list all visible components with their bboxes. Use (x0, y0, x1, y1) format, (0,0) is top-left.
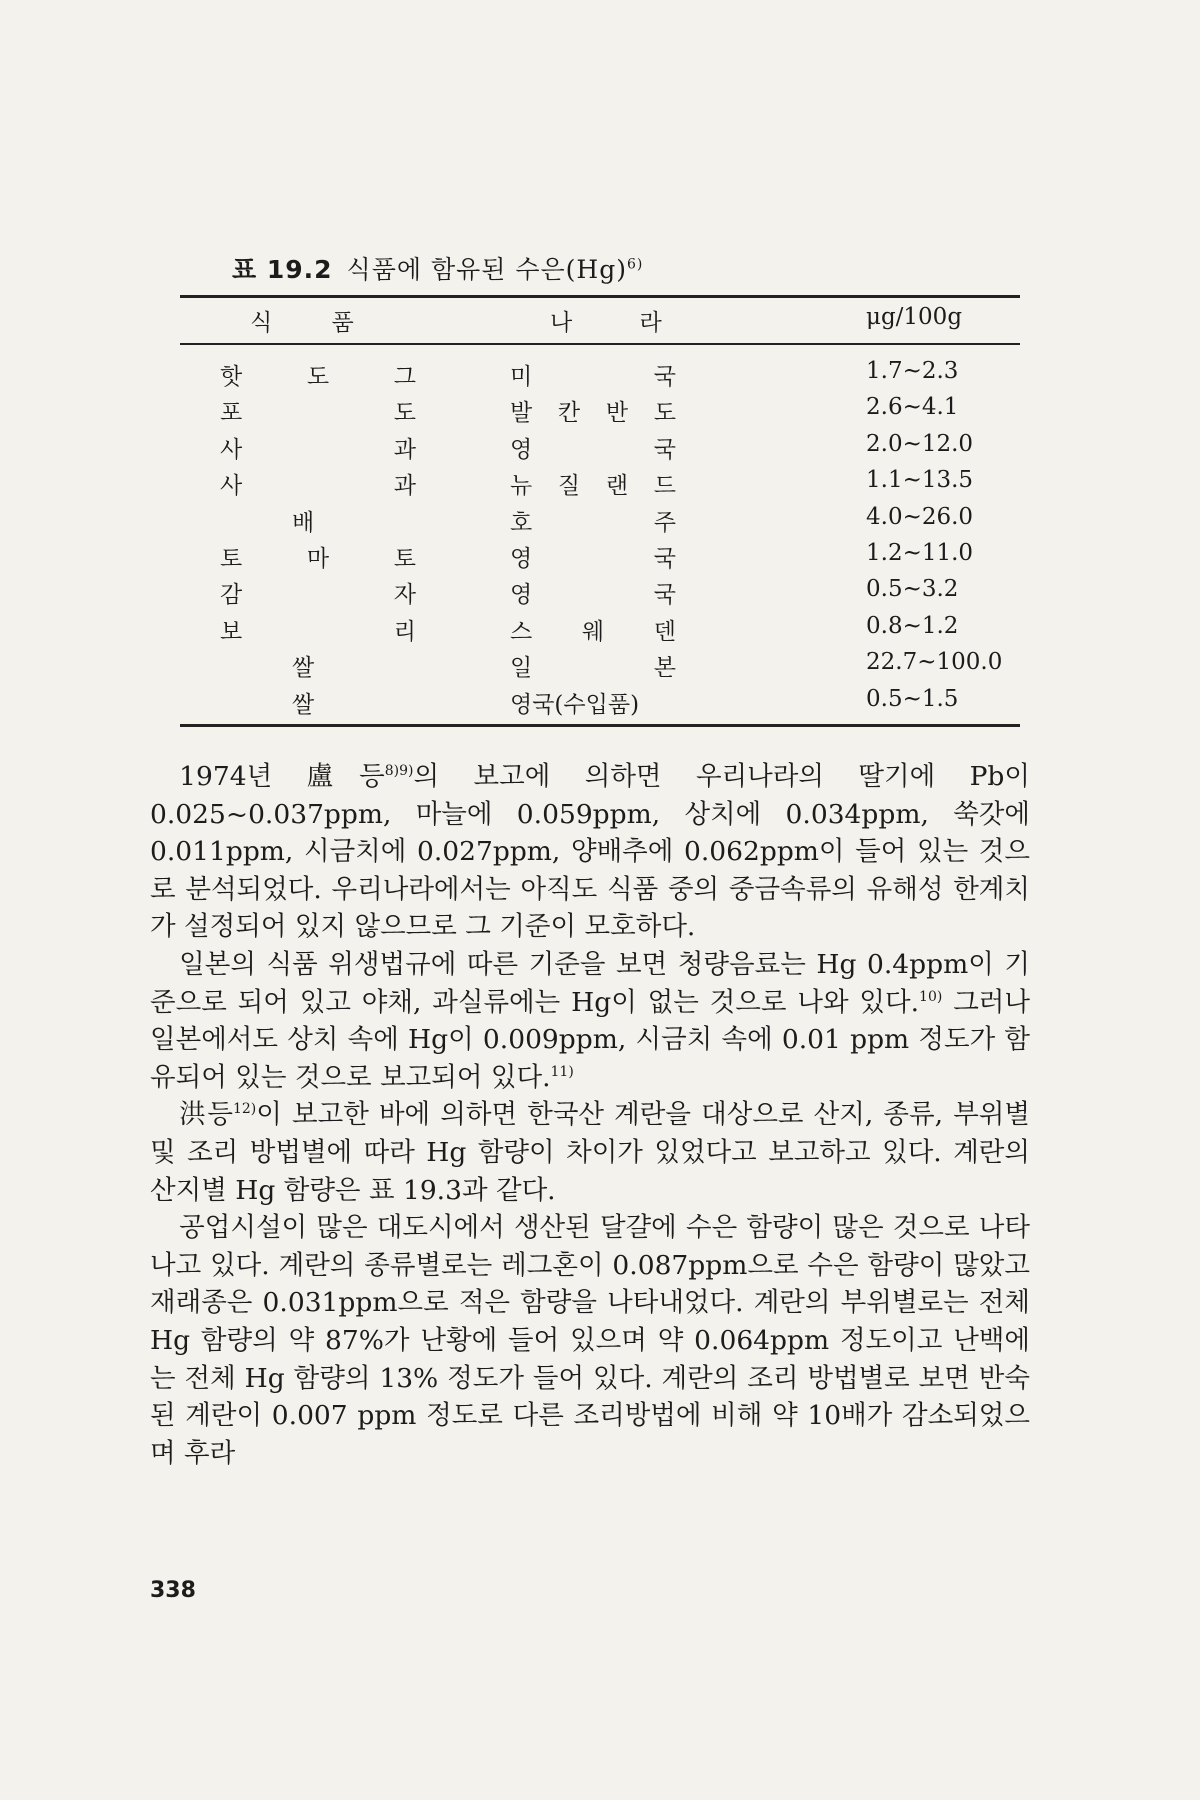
table-top-rule (180, 295, 1020, 298)
paragraph-text: 이 보고한 바에 의하면 한국산 계란을 대상으로 산지, 종류, 부위별 및 조리 방법별에 따라 Hg 함량이 차이가 있었다고 보고하고 있다. 계란의 산지별 Hg 함량은 표 19.3과 같다. (150, 1099, 1030, 1206)
header-country: 나 라 (550, 310, 692, 336)
reference-superscript: 10) (919, 988, 943, 1005)
table-row (180, 504, 1020, 540)
food-cell: 보 리 (220, 618, 416, 645)
paragraph-text: 공업시설이 많은 대도시에서 생산된 달걀에 수은 함량이 많은 것으로 나타나고 있다. 계란의 종류별로는 레그혼이 0.087ppm으로 수은 함량이 많았고 재래종은 0.031ppm으로 적은 함량을 나타내었다. 계란의 부위별로는 전체 Hg 함량의 약 87%가 난황에 들어 있으며 약 0.064ppm 정도이고 난백에는 전체 Hg 함량의 13% 정도가 들어 있다. 계란의 조리 방법별로 보면 반숙된 계란이 0.007 ppm 정도로 다른 조리방법에 비해 약 10배가 감소되었으며 후라 (150, 1212, 1030, 1469)
food-cell: 쌀 (292, 655, 315, 682)
country-cell: 호 주 (510, 509, 676, 536)
table-row (180, 540, 1020, 576)
table-bottom-rule (180, 724, 1020, 727)
table-row (180, 576, 1020, 612)
paragraph-text: 일본의 식품 위생법규에 따른 기준을 보면 청량음료는 Hg 0.4ppm이 기준으로 되어 있고 야채, 과실류에는 Hg이 없는 것으로 나와 있다. (150, 948, 1030, 1018)
food-cell: 핫 도 그 (220, 364, 416, 390)
paragraph (150, 946, 1030, 1096)
table-row (180, 394, 1020, 430)
paragraph (150, 1209, 1030, 1472)
country-cell: 뉴 질 랜 드 (510, 473, 676, 500)
mercury-value-cell: 22.7~100.0 (866, 649, 1003, 676)
table-body (180, 358, 1020, 722)
mercury-value-cell: 1.2~11.0 (866, 539, 974, 566)
food-cell: 배 (292, 509, 315, 536)
country-cell: 일 본 (510, 655, 676, 682)
mercury-value-cell: 2.0~12.0 (866, 430, 974, 457)
mercury-value-cell: 0.8~1.2 (866, 612, 959, 639)
table-row (180, 431, 1020, 467)
country-cell: 영 국 (510, 582, 676, 609)
food-cell: 토 마 토 (220, 545, 416, 572)
food-cell: 쌀 (292, 691, 315, 718)
country-cell: 미 국 (510, 364, 676, 390)
paragraph-text: 洪등 (179, 1099, 233, 1131)
paragraph (150, 758, 1030, 946)
food-cell: 포 도 (220, 400, 416, 427)
food-cell: 사 과 (220, 436, 416, 463)
paragraph-text: 그러나 일본에서도 상치 속에 Hg이 0.009ppm, 시금치 속에 0.01 ppm 정도가 함유되어 있는 것으로 보고되어 있다. (150, 986, 1030, 1093)
country-cell: 발 칸 반 도 (510, 400, 676, 427)
country-cell: 영 국 (510, 436, 676, 463)
reference-superscript: 11) (550, 1063, 574, 1080)
table-row (180, 649, 1020, 685)
mercury-value-cell: 2.6~4.1 (866, 394, 959, 421)
header-unit: μg/100g (866, 304, 963, 330)
mercury-value-cell: 0.5~1.5 (866, 685, 959, 712)
paragraph (150, 1096, 1030, 1209)
mercury-value-cell: 4.0~26.0 (866, 503, 974, 530)
table-caption-number: 표 19.2 (232, 255, 333, 284)
table-caption-text: 식품에 함유된 수은(Hg) (346, 255, 627, 284)
country-cell: 영 국 (510, 545, 676, 572)
table-caption (232, 250, 643, 286)
table-row (180, 358, 1020, 394)
country-cell: 스 웨 덴 (510, 618, 676, 645)
table-row (180, 613, 1020, 649)
mercury-value-cell: 0.5~3.2 (866, 576, 959, 603)
mercury-value-cell: 1.7~2.3 (866, 358, 959, 384)
food-cell: 감 자 (220, 582, 416, 609)
food-cell: 사 과 (220, 473, 416, 500)
table-header-rule (180, 343, 1020, 345)
country-cell: 영국(수입품) (510, 691, 640, 718)
mercury-value-cell: 1.1~13.5 (866, 467, 974, 494)
table-header (180, 304, 1020, 338)
header-food: 식 품 (250, 310, 380, 336)
table-row (180, 467, 1020, 503)
paragraph-text: 1974년 盧등 (179, 761, 385, 792)
table-row (180, 686, 1020, 722)
reference-superscript: 12) (232, 1101, 257, 1118)
body-text (150, 758, 1030, 1472)
reference-superscript: 8)9) (384, 763, 414, 780)
page-number: 338 (150, 1578, 196, 1603)
table-caption-reference: 6) (626, 256, 644, 273)
paragraph-text: 의 보고에 의하면 우리나라의 딸기에 Pb이 0.025~0.037ppm, 마늘에 0.059ppm, 상치에 0.034ppm, 쑥갓에 0.011ppm, 시금치에 0.027ppm, 양배추에 0.062ppm이 들어 있는 것으로 분석되었다. 우리나라에서는 아직도 식품 중의 중금속류의 유해성 한계치가 설정되어 있지 않으므로 그 기준이 모호하다. (150, 761, 1030, 943)
